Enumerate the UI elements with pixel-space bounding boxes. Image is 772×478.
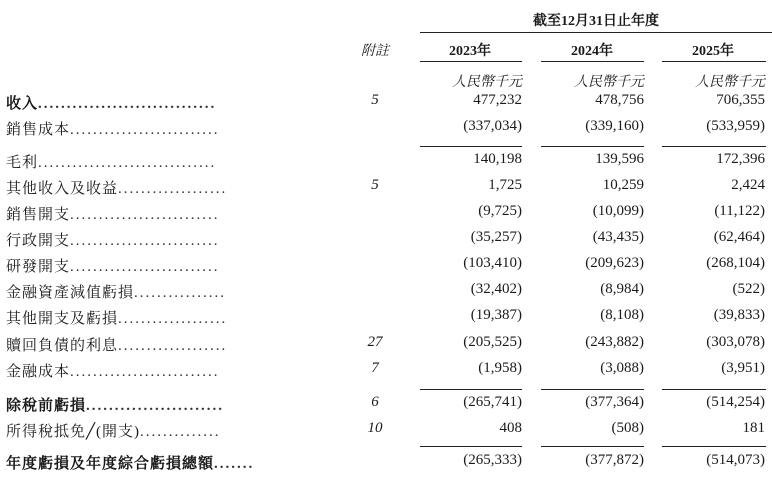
value-cell: (209,623)	[585, 255, 644, 271]
subtotal-rule-2023	[420, 446, 522, 447]
value-cell: (533,959)	[706, 118, 765, 134]
value-cell: (205,525)	[463, 334, 522, 350]
table-row	[0, 452, 772, 478]
row-label-text: 年度虧損及年度綜合虧損總額	[6, 456, 215, 472]
row-label	[6, 452, 336, 473]
row-label-text: 行政開支	[6, 233, 71, 249]
unit-label-2024: 人民幣千元	[574, 75, 644, 90]
table-row	[0, 394, 772, 420]
year-underline-2025	[662, 61, 766, 62]
row-label-text: 銷售開支	[6, 207, 71, 223]
leader-dots: ..........................	[70, 122, 220, 138]
value-cell: (39,833)	[713, 307, 765, 323]
value-cell: 140,198	[473, 151, 522, 167]
row-label	[6, 118, 336, 139]
value-cell: (303,078)	[706, 334, 765, 350]
table-row	[0, 203, 772, 229]
leader-dots: ..........................	[70, 364, 220, 380]
row-label	[6, 203, 336, 224]
value-cell: (377,872)	[585, 452, 644, 468]
value-cell: (508)	[611, 420, 644, 436]
subtotal-rule-2024	[541, 146, 644, 147]
row-label	[6, 151, 336, 172]
leader-dots: .......	[214, 456, 255, 472]
note-reference: 6	[371, 394, 379, 410]
row-label-text: 研發開支	[6, 259, 71, 275]
value-cell: (8,984)	[600, 281, 644, 297]
row-label	[6, 92, 336, 113]
value-cell: (265,333)	[463, 452, 522, 468]
row-label-text: 毛利	[6, 155, 39, 171]
table-row	[0, 151, 772, 177]
value-cell: 2,424	[731, 177, 765, 193]
value-cell: (9,725)	[478, 203, 522, 219]
year-header-2023: 2023年	[449, 44, 491, 59]
leader-dots: ..........................	[70, 259, 220, 275]
note-reference: 27	[367, 334, 383, 350]
leader-dots: ...................	[118, 181, 228, 197]
value-cell: (43,435)	[592, 229, 644, 245]
value-cell: (11,122)	[714, 203, 765, 219]
note-column-header: 附註	[361, 44, 389, 59]
value-cell: 478,756	[595, 92, 644, 108]
subtotal-rule-2024	[541, 389, 644, 390]
leader-dots: ................	[134, 285, 227, 301]
year-underline-2024	[541, 61, 644, 62]
value-cell: (62,464)	[713, 229, 765, 245]
subtotal-rule-2025	[662, 446, 766, 447]
row-label-text: 收入	[6, 96, 39, 112]
value-cell: (514,073)	[706, 452, 765, 468]
value-cell: 1,725	[488, 177, 522, 193]
value-cell: 706,355	[716, 92, 765, 108]
row-label-text: 金融資產減值虧損	[6, 285, 135, 301]
subtotal-rule-2025	[662, 389, 766, 390]
row-label-text: 其他開支及虧損	[6, 311, 119, 327]
table-row	[0, 177, 772, 203]
table-row	[0, 334, 772, 360]
note-reference: 10	[367, 420, 383, 436]
row-label	[6, 420, 336, 441]
note-reference: 5	[371, 92, 379, 108]
leader-dots: ........................	[86, 398, 225, 414]
row-label-text: 銷售成本	[6, 122, 71, 138]
subtotal-rule-2025	[662, 146, 766, 147]
value-cell: (337,034)	[463, 118, 522, 134]
table-row	[0, 255, 772, 281]
table-row	[0, 281, 772, 307]
leader-dots: ...............................	[38, 155, 217, 171]
note-reference: 7	[371, 360, 379, 376]
value-cell: (3,088)	[600, 360, 644, 376]
value-cell: (339,160)	[585, 118, 644, 134]
value-cell: (377,364)	[585, 394, 644, 410]
value-cell: 408	[499, 420, 522, 436]
row-label-text: 除稅前虧損	[6, 398, 87, 414]
unit-label-2025: 人民幣千元	[695, 75, 765, 90]
value-cell: (103,410)	[463, 255, 522, 271]
value-cell: (19,387)	[470, 307, 522, 323]
leader-dots: ..........................	[70, 233, 220, 249]
leader-dots: ...............................	[38, 96, 217, 112]
subtotal-rule-2023	[420, 146, 522, 147]
row-label-text: 所得稅抵免╱(開支)	[6, 424, 141, 440]
value-cell: (268,104)	[706, 255, 765, 271]
subtotal-rule-2024	[541, 446, 644, 447]
value-cell: (3,951)	[721, 360, 765, 376]
year-underline-2023	[420, 61, 522, 62]
row-label	[6, 177, 336, 198]
table-row	[0, 420, 772, 446]
row-label-text: 其他收入及收益	[6, 181, 119, 197]
value-cell: (10,099)	[592, 203, 644, 219]
value-cell: (265,741)	[463, 394, 522, 410]
row-label	[6, 307, 336, 328]
table-row	[0, 307, 772, 333]
value-cell: 172,396	[716, 151, 765, 167]
row-label-text: 贖回負債的利息	[6, 338, 119, 354]
value-cell: (514,254)	[706, 394, 765, 410]
value-cell: (35,257)	[470, 229, 522, 245]
value-cell: 139,596	[595, 151, 644, 167]
value-cell: 181	[742, 420, 765, 436]
note-reference: 5	[371, 177, 379, 193]
leader-dots: ..............	[140, 424, 221, 440]
table-row	[0, 118, 772, 144]
table-row	[0, 92, 772, 118]
leader-dots: ...................	[118, 311, 228, 327]
leader-dots: ..........................	[70, 207, 220, 223]
year-header-2024: 2024年	[571, 44, 613, 59]
value-cell: (243,882)	[585, 334, 644, 350]
period-header: 截至12月31日止年度	[533, 14, 659, 29]
subtotal-rule-2023	[420, 389, 522, 390]
value-cell: (8,108)	[600, 307, 644, 323]
row-label	[6, 229, 336, 250]
row-label	[6, 281, 336, 302]
row-label	[6, 255, 336, 276]
value-cell: 10,259	[602, 177, 644, 193]
value-cell: (32,402)	[470, 281, 522, 297]
table-row	[0, 360, 772, 386]
period-underline	[420, 32, 772, 33]
leader-dots: ...................	[118, 338, 228, 354]
row-label	[6, 360, 336, 381]
value-cell: (1,958)	[478, 360, 522, 376]
table-row	[0, 229, 772, 255]
year-header-2025: 2025年	[692, 44, 734, 59]
row-label	[6, 394, 336, 415]
value-cell: (522)	[732, 281, 765, 297]
row-label-text: 金融成本	[6, 364, 71, 380]
unit-label-2023: 人民幣千元	[452, 75, 522, 90]
row-label	[6, 334, 336, 355]
value-cell: 477,232	[473, 92, 522, 108]
